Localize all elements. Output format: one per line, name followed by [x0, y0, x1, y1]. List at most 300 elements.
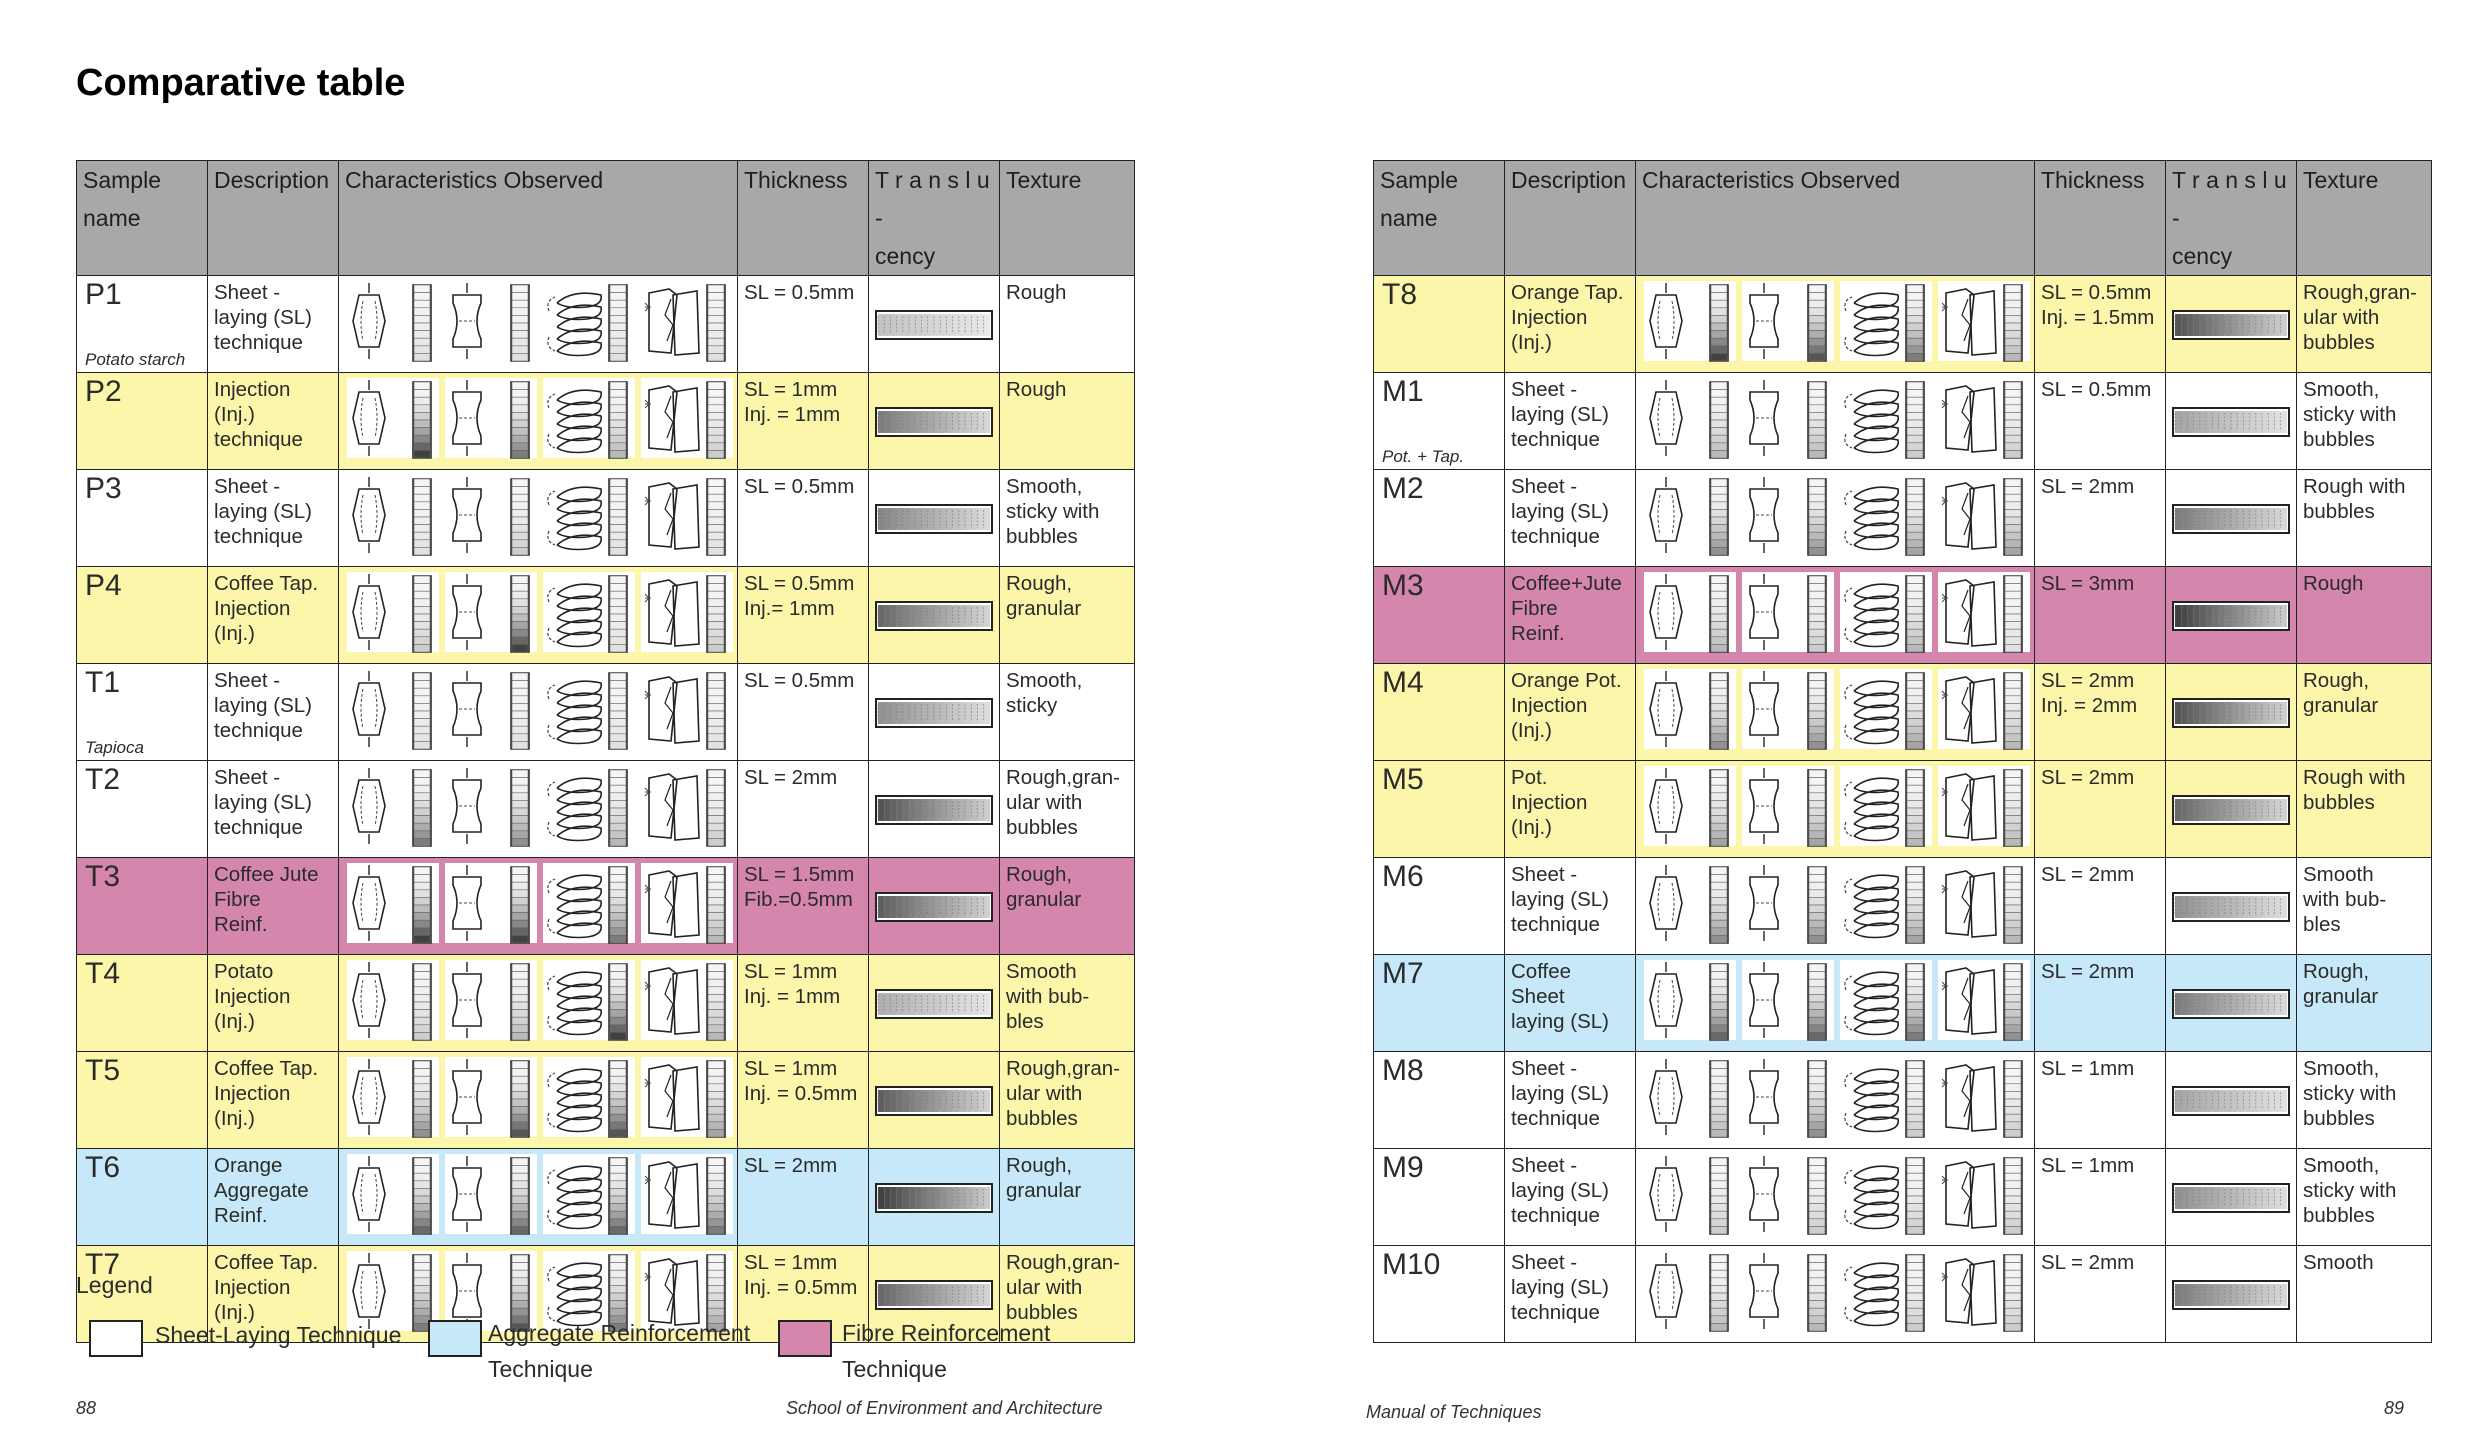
sample-name: P3: [85, 472, 122, 505]
texture-cell: [1000, 1052, 1135, 1149]
description-line: Potato: [214, 960, 274, 983]
sample-name-cell: [1374, 1149, 1505, 1246]
sample-name: M2: [1382, 472, 1424, 505]
sample-name: M1: [1382, 375, 1424, 408]
twist-test-icon: [1840, 1150, 1932, 1238]
tear-test-icon: [641, 956, 733, 1044]
comparative-table-right: [1373, 160, 2432, 1343]
texture-line: granular: [1006, 597, 1082, 620]
col-header-texture: Texture: [1000, 161, 1135, 276]
description-line: Sheet -: [1511, 1057, 1578, 1080]
description-line: (Inj.): [1511, 331, 1552, 354]
table-row: [1374, 1149, 2432, 1246]
description-line: Reinf.: [214, 1204, 268, 1227]
description-line: Sheet -: [1511, 378, 1578, 401]
description-line: laying (SL): [1511, 403, 1609, 426]
translucency-strip: [875, 504, 993, 534]
table-row: [1374, 858, 2432, 955]
gradient-scale: [1808, 382, 1826, 458]
col-header-texture: Texture: [2297, 161, 2432, 276]
translucency-strip: [875, 1183, 993, 1213]
thickness-line: SL = 2mm: [744, 1154, 838, 1177]
characteristics-cell: [339, 858, 738, 955]
translucency-strip: [2172, 989, 2290, 1019]
gradient-scale: [707, 285, 725, 361]
characteristics-cell: [1636, 1052, 2035, 1149]
gradient-scale: [1906, 285, 1924, 361]
description-line: (Inj.): [214, 1010, 255, 1033]
tension-test-icon: [1742, 859, 1834, 947]
translucency-cell: [2166, 276, 2297, 373]
texture-cell: [2297, 470, 2432, 567]
description-line: (Inj.): [1511, 816, 1552, 839]
description-line: technique: [1511, 913, 1600, 936]
translucency-strip: [2172, 504, 2290, 534]
table-row: [1374, 276, 2432, 373]
tear-test-icon: [1938, 665, 2030, 753]
description-line: Pot.: [1511, 766, 1548, 789]
thickness-line: SL = 3mm: [2041, 572, 2135, 595]
legend-swatch-sheet-laying: [89, 1320, 143, 1357]
gradient-scale: [413, 285, 431, 361]
gradient-scale: [2004, 285, 2022, 361]
description-line: Coffee Jute: [214, 863, 319, 886]
description-line: Coffee Tap.: [214, 1057, 319, 1080]
thickness-cell: [2035, 470, 2166, 567]
compression-test-icon: [1644, 956, 1736, 1044]
translucency-cell: [2166, 858, 2297, 955]
gradient-scale: [2004, 1061, 2022, 1137]
legend-swatch-aggregate: [428, 1320, 482, 1357]
description-line: Injection: [214, 597, 291, 620]
thickness-cell: [738, 276, 869, 373]
sample-name-cell: [1374, 858, 1505, 955]
table-header-row: [77, 161, 1135, 276]
gradient-scale: [609, 1158, 627, 1234]
table-header-row: [1374, 161, 2432, 276]
sample-name-cell: [1374, 1052, 1505, 1149]
translucency-cell: [869, 1149, 1000, 1246]
gradient-scale: [1710, 770, 1728, 846]
sample-material-note: Pot. + Tap.: [1382, 447, 1465, 466]
gradient-scale: [1808, 479, 1826, 555]
table-row: [77, 761, 1135, 858]
tension-test-icon: [1742, 471, 1834, 559]
texture-cell: [1000, 1149, 1135, 1246]
description-line: Injection: [214, 378, 291, 401]
tension-test-icon: [445, 374, 537, 462]
col-header-description: Description: [208, 161, 339, 276]
translucency-cell: [869, 955, 1000, 1052]
translucency-cell: [2166, 470, 2297, 567]
texture-line: bubbles: [1006, 816, 1078, 839]
gradient-scale: [511, 382, 529, 458]
characteristics-cell: [339, 955, 738, 1052]
twist-test-icon: [543, 762, 635, 850]
sample-name: T7: [85, 1248, 121, 1281]
gradient-scale: [413, 964, 431, 1040]
texture-line: Rough: [1006, 378, 1067, 401]
tear-test-icon: [1938, 568, 2030, 656]
texture-line: Smooth,: [1006, 669, 1083, 692]
tear-test-icon: [641, 471, 733, 559]
translucency-cell: [869, 664, 1000, 761]
translucency-cell: [2166, 955, 2297, 1052]
texture-cell: [2297, 955, 2432, 1052]
compression-test-icon: [1644, 1150, 1736, 1238]
texture-line: with bub-: [1006, 985, 1090, 1008]
description-line: Orange: [214, 1154, 283, 1177]
characteristics-cell: [339, 276, 738, 373]
texture-line: Rough,gran-: [2303, 281, 2417, 304]
gradient-scale: [511, 770, 529, 846]
gradient-scale: [2004, 673, 2022, 749]
compression-test-icon: [1644, 471, 1736, 559]
twist-test-icon: [1840, 1053, 1932, 1141]
description-line: laying (SL): [1511, 1010, 1609, 1033]
gradient-scale: [609, 770, 627, 846]
description-line: (Inj.): [214, 1301, 255, 1324]
sample-name: M4: [1382, 666, 1424, 699]
thickness-cell: [738, 761, 869, 858]
tension-test-icon: [1742, 1247, 1834, 1335]
description-line: technique: [214, 816, 303, 839]
compression-test-icon: [347, 1150, 439, 1238]
tear-test-icon: [641, 277, 733, 365]
compression-test-icon: [1644, 859, 1736, 947]
description-line: Sheet -: [1511, 1154, 1578, 1177]
compression-test-icon: [347, 471, 439, 559]
thickness-line: SL = 0.5mm: [744, 572, 855, 595]
gradient-scale: [511, 867, 529, 943]
sample-name: M7: [1382, 957, 1424, 990]
translucency-cell: [869, 470, 1000, 567]
description-line: technique: [1511, 525, 1600, 548]
twist-test-icon: [1840, 277, 1932, 365]
gradient-scale: [1710, 382, 1728, 458]
texture-line: sticky with: [2303, 1179, 2397, 1202]
tear-test-icon: [641, 665, 733, 753]
gradient-scale: [609, 382, 627, 458]
col-header-translucency: T r a n s l u - cency: [2166, 161, 2297, 276]
texture-line: Rough,: [1006, 572, 1073, 595]
thickness-line: Fib.=0.5mm: [744, 888, 853, 911]
gradient-scale: [1808, 1158, 1826, 1234]
sample-name-cell: [77, 276, 208, 373]
gradient-scale: [1906, 1255, 1924, 1331]
tension-test-icon: [1742, 762, 1834, 850]
thickness-line: SL = 2mm: [2041, 863, 2135, 886]
texture-line: bubbles: [1006, 1107, 1078, 1130]
thickness-line: SL = 0.5mm: [2041, 281, 2152, 304]
translucency-strip: [875, 795, 993, 825]
texture-line: granular: [1006, 1179, 1082, 1202]
twist-test-icon: [543, 665, 635, 753]
description-line: Injection: [214, 985, 291, 1008]
thickness-line: SL = 1mm: [744, 1057, 838, 1080]
translucency-cell: [2166, 1052, 2297, 1149]
col-header-sample-name: Sample name: [1374, 161, 1505, 276]
translucency-cell: [2166, 664, 2297, 761]
description-line: laying (SL): [1511, 1179, 1609, 1202]
gradient-scale: [1808, 1255, 1826, 1331]
characteristics-cell: [339, 567, 738, 664]
sample-name-cell: [1374, 470, 1505, 567]
twist-test-icon: [543, 1150, 635, 1238]
gradient-scale: [1906, 382, 1924, 458]
gradient-scale: [707, 1061, 725, 1137]
gradient-scale: [1808, 673, 1826, 749]
twist-test-icon: [543, 1053, 635, 1141]
description-cell: [1505, 470, 1636, 567]
characteristics-cell: [339, 1149, 738, 1246]
description-cell: [1505, 1149, 1636, 1246]
thickness-cell: [2035, 955, 2166, 1052]
translucency-strip: [875, 892, 993, 922]
description-line: Injection: [1511, 791, 1588, 814]
thickness-cell: [738, 1149, 869, 1246]
texture-line: Rough: [2303, 572, 2364, 595]
compression-test-icon: [1644, 665, 1736, 753]
description-cell: [208, 664, 339, 761]
translucency-strip: [875, 1086, 993, 1116]
description-line: technique: [214, 428, 303, 451]
sample-name: T5: [85, 1054, 121, 1087]
legend-title: Legend: [76, 1272, 153, 1298]
table-row: [77, 373, 1135, 470]
tension-test-icon: [1742, 277, 1834, 365]
sample-name: P4: [85, 569, 122, 602]
translucency-cell: [869, 373, 1000, 470]
thickness-cell: [738, 664, 869, 761]
texture-cell: [2297, 276, 2432, 373]
characteristics-cell: [1636, 1149, 2035, 1246]
characteristics-cell: [339, 1052, 738, 1149]
tear-test-icon: [1938, 859, 2030, 947]
description-line: Fibre: [214, 888, 261, 911]
description-cell: [208, 470, 339, 567]
gradient-scale: [2004, 867, 2022, 943]
legend-label-aggregate: Aggregate Reinforcement Technique: [488, 1320, 751, 1382]
gradient-scale: [2004, 964, 2022, 1040]
texture-cell: [2297, 373, 2432, 470]
sample-name-cell: [77, 858, 208, 955]
twist-test-icon: [543, 471, 635, 559]
table-row: [1374, 1246, 2432, 1343]
sample-name-cell: [77, 955, 208, 1052]
description-line: (Inj.): [1511, 719, 1552, 742]
description-line: Sheet -: [214, 281, 281, 304]
texture-line: Rough,: [1006, 863, 1073, 886]
description-line: technique: [214, 719, 303, 742]
description-line: Sheet: [1511, 985, 1565, 1008]
thickness-line: SL = 0.5mm: [744, 669, 855, 692]
texture-line: Rough,: [2303, 960, 2370, 983]
description-line: Coffee: [1511, 960, 1572, 983]
description-line: laying (SL): [214, 791, 312, 814]
tear-test-icon: [1938, 471, 2030, 559]
description-cell: [208, 373, 339, 470]
sample-name: T3: [85, 860, 121, 893]
gradient-scale: [2004, 479, 2022, 555]
tear-test-icon: [1938, 1247, 2030, 1335]
thickness-line: Inj. = 1.5mm: [2041, 306, 2155, 329]
thickness-cell: [2035, 761, 2166, 858]
sample-name-cell: [77, 1149, 208, 1246]
thickness-line: SL = 0.5mm: [744, 281, 855, 304]
sample-name-cell: [1374, 1246, 1505, 1343]
gradient-scale: [609, 285, 627, 361]
description-cell: [1505, 567, 1636, 664]
footer-page-number-right: 89: [2384, 1398, 2405, 1418]
sample-name-cell: [1374, 567, 1505, 664]
tension-test-icon: [1742, 665, 1834, 753]
gradient-scale: [511, 964, 529, 1040]
description-line: Reinf.: [214, 913, 268, 936]
tension-test-icon: [445, 956, 537, 1044]
twist-test-icon: [543, 568, 635, 656]
table-row: [77, 567, 1135, 664]
tension-test-icon: [445, 471, 537, 559]
thickness-line: SL = 1mm: [744, 960, 838, 983]
sample-name: T1: [85, 666, 121, 699]
description-line: laying (SL): [1511, 1082, 1609, 1105]
description-cell: [208, 276, 339, 373]
thickness-line: SL = 1.5mm: [744, 863, 855, 886]
gradient-scale: [707, 1158, 725, 1234]
description-cell: [1505, 276, 1636, 373]
description-cell: [1505, 373, 1636, 470]
texture-line: Smooth,: [2303, 1057, 2380, 1080]
tear-test-icon: [1938, 1053, 2030, 1141]
characteristics-cell: [1636, 761, 2035, 858]
characteristics-cell: [339, 664, 738, 761]
twist-test-icon: [1840, 665, 1932, 753]
translucency-strip: [2172, 795, 2290, 825]
gradient-scale: [2004, 770, 2022, 846]
description-line: laying (SL): [1511, 500, 1609, 523]
gradient-scale: [1906, 673, 1924, 749]
tear-test-icon: [1938, 1150, 2030, 1238]
texture-cell: [2297, 761, 2432, 858]
texture-cell: [2297, 1246, 2432, 1343]
gradient-scale: [413, 576, 431, 652]
description-line: technique: [214, 525, 303, 548]
texture-cell: [1000, 567, 1135, 664]
sample-name: M9: [1382, 1151, 1424, 1184]
texture-line: sticky with: [2303, 403, 2397, 426]
thickness-cell: [738, 470, 869, 567]
texture-line: bles: [1006, 1010, 1044, 1033]
description-line: Injection: [214, 1082, 291, 1105]
sample-name-cell: [77, 470, 208, 567]
texture-cell: [1000, 761, 1135, 858]
translucency-strip: [2172, 310, 2290, 340]
tension-test-icon: [445, 762, 537, 850]
description-line: Reinf.: [1511, 622, 1565, 645]
texture-line: ular with: [2303, 306, 2380, 329]
compression-test-icon: [347, 956, 439, 1044]
col-header-sample-name: Sample name: [77, 161, 208, 276]
thickness-cell: [2035, 567, 2166, 664]
compression-test-icon: [347, 859, 439, 947]
texture-cell: [1000, 373, 1135, 470]
gradient-scale: [1906, 964, 1924, 1040]
compression-test-icon: [1644, 1053, 1736, 1141]
sample-name-cell: [1374, 955, 1505, 1052]
tear-test-icon: [1938, 762, 2030, 850]
gradient-scale: [511, 1158, 529, 1234]
translucency-strip: [2172, 601, 2290, 631]
texture-line: Rough,: [2303, 669, 2370, 692]
tension-test-icon: [1742, 956, 1834, 1044]
table-row: [1374, 470, 2432, 567]
description-cell: [208, 858, 339, 955]
compression-test-icon: [347, 374, 439, 462]
gradient-scale: [707, 770, 725, 846]
characteristics-cell: [1636, 664, 2035, 761]
tension-test-icon: [1742, 374, 1834, 462]
twist-test-icon: [1840, 762, 1932, 850]
table-row: [1374, 373, 2432, 470]
gradient-scale: [1710, 964, 1728, 1040]
col-header-translucency: T r a n s l u - cency: [869, 161, 1000, 276]
thickness-line: SL = 2mm: [2041, 475, 2135, 498]
texture-line: Smooth: [2303, 1251, 2374, 1274]
gradient-scale: [413, 479, 431, 555]
gradient-scale: [707, 576, 725, 652]
texture-cell: [1000, 664, 1135, 761]
tear-test-icon: [1938, 956, 2030, 1044]
gradient-scale: [707, 479, 725, 555]
gradient-scale: [1808, 1061, 1826, 1137]
texture-cell: [2297, 1149, 2432, 1246]
thickness-cell: [2035, 1052, 2166, 1149]
sample-name: T2: [85, 763, 121, 796]
description-line: Sheet -: [1511, 1251, 1578, 1274]
thickness-cell: [2035, 664, 2166, 761]
sample-name: T8: [1382, 278, 1418, 311]
description-cell: [208, 1149, 339, 1246]
translucency-cell: [2166, 373, 2297, 470]
texture-line: ular with: [1006, 1082, 1083, 1105]
sample-name-cell: [1374, 276, 1505, 373]
table-row: [77, 1052, 1135, 1149]
gradient-scale: [1710, 285, 1728, 361]
twist-test-icon: [1840, 1247, 1932, 1335]
gradient-scale: [413, 867, 431, 943]
texture-line: bubbles: [1006, 525, 1078, 548]
translucency-strip: [875, 407, 993, 437]
texture-cell: [1000, 276, 1135, 373]
gradient-scale: [2004, 1255, 2022, 1331]
col-header-thickness: Thickness: [738, 161, 869, 276]
table-row: [77, 955, 1135, 1052]
table-row: [77, 276, 1135, 373]
sample-name: M8: [1382, 1054, 1424, 1087]
description-line: Orange Tap.: [1511, 281, 1624, 304]
translucency-strip: [2172, 1086, 2290, 1116]
footer-manual-title: Manual of Techniques: [1366, 1402, 1542, 1422]
description-line: Sheet -: [1511, 863, 1578, 886]
thickness-line: SL = 2mm: [2041, 1251, 2135, 1274]
tension-test-icon: [1742, 568, 1834, 656]
tear-test-icon: [641, 1053, 733, 1141]
texture-line: bubbles: [2303, 1204, 2375, 1227]
description-cell: [208, 567, 339, 664]
texture-line: Rough,gran-: [1006, 1057, 1120, 1080]
texture-line: bubbles: [2303, 331, 2375, 354]
